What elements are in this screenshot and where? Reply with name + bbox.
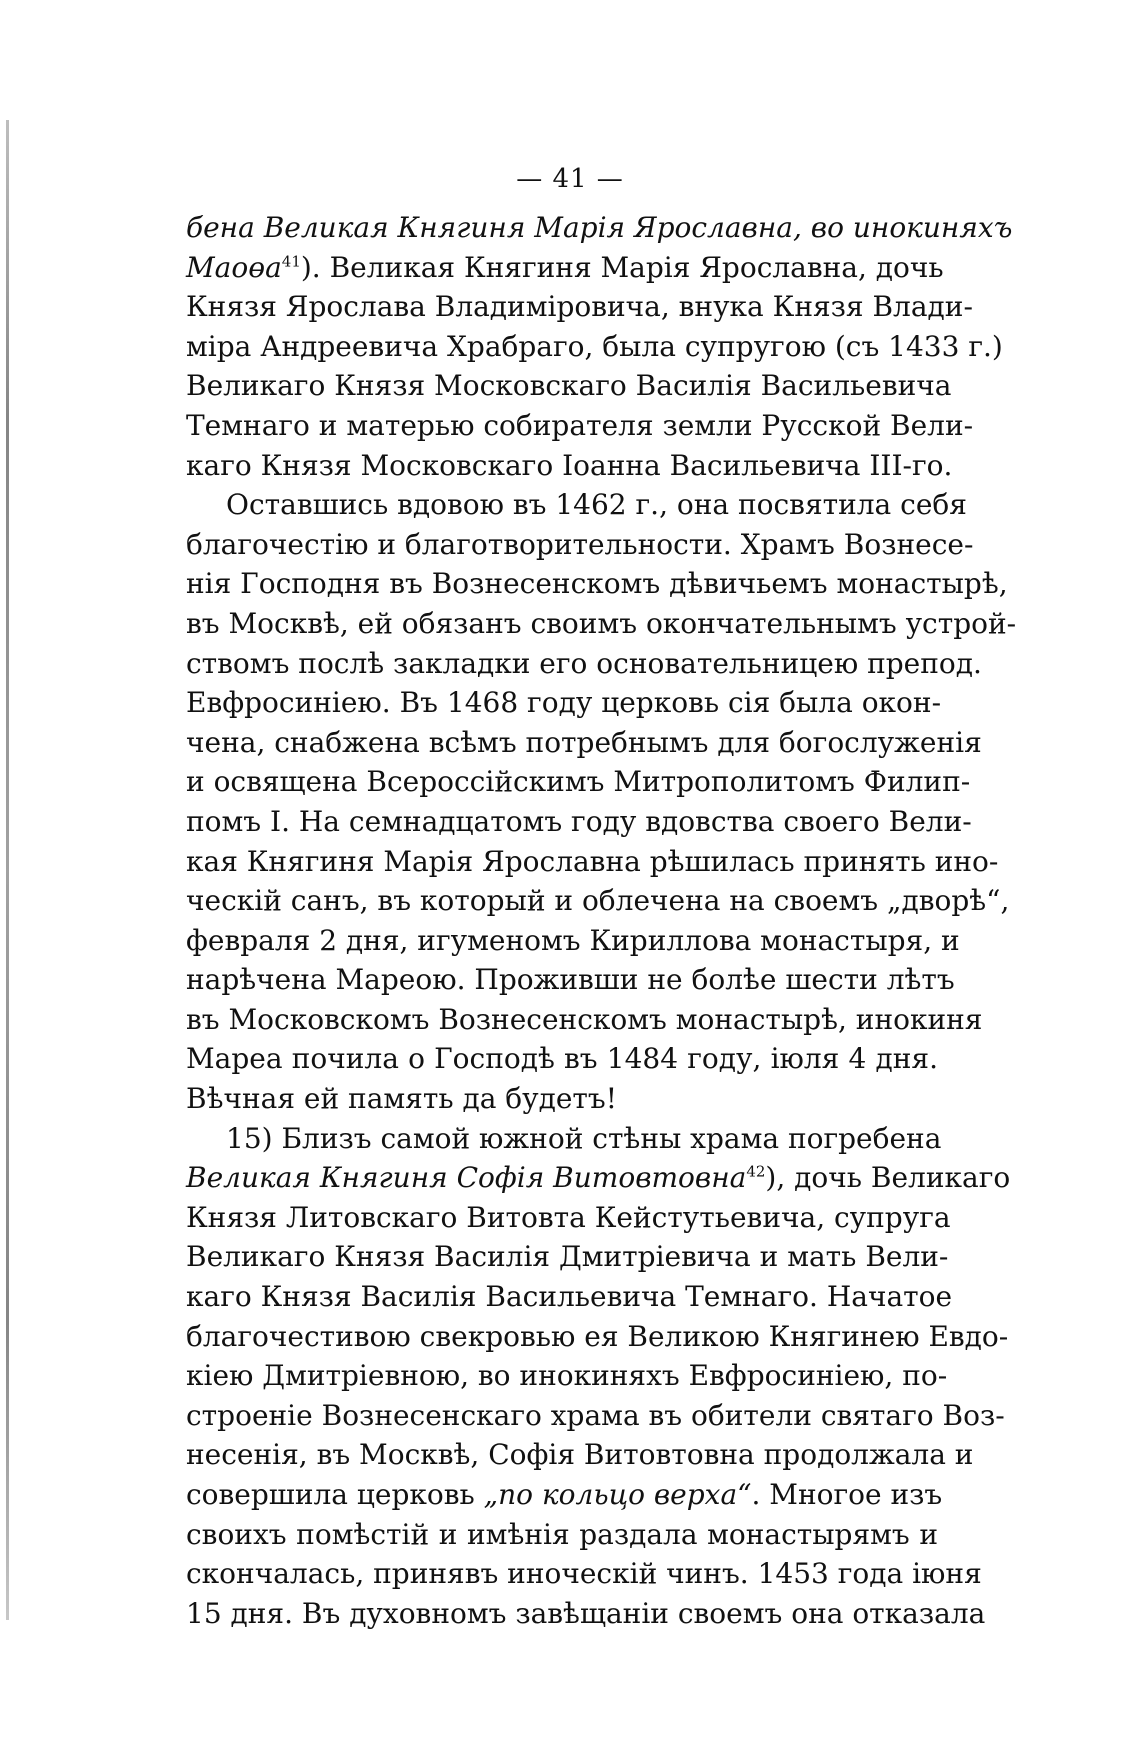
text-line [186,525,974,565]
text-line [186,248,944,288]
body-text [186,208,1017,1633]
text-line [186,1594,986,1634]
text-line [186,802,972,842]
text-segment: нія Господня въ Вознесенскомъ дѣвичьемъ монастырѣ, [186,567,1008,601]
text-line [186,762,971,802]
text-segment: кіею Дмитріевною, во инокиняхъ Евфросиніею, по- [186,1359,948,1393]
text-line [186,1158,1011,1198]
text-line [186,1317,1009,1357]
text-segment: 15) Близъ самой южной стѣны храма погребена [226,1121,942,1155]
text-segment: Темнаго и матерью собирателя земли Русской Вели- [186,408,974,442]
text-line [186,366,952,406]
page-number: — 41 — [516,164,624,194]
text-line [186,1396,1005,1436]
text-segment: Князя Литовскаго Витовта Кейстутьевича, супруга [186,1200,951,1234]
text-line [186,564,1008,604]
text-segment: Великаго Князя Василія Дмитріевича и мать Вели- [186,1240,949,1274]
text-segment: міра Андреевича Храбраго, была супругою (съ 1433 г.) [186,329,1003,363]
text-line [186,1198,951,1238]
text-segment: совершила церковь [186,1478,484,1511]
text-segment: несенія, въ Москвѣ, Софія Витовтовна продолжала и [186,1438,974,1472]
text-segment: Мареа почила о Господѣ въ 1484 году, іюля 4 дня. [186,1042,938,1076]
text-line [186,723,982,763]
text-line [186,287,973,327]
text-segment: кая Княгиня Марія Ярославна рѣшилась принять ино- [186,844,999,878]
text-line [186,1554,982,1594]
text-segment: каго Князя Василія Васильевича Темнаго. Начатое [186,1280,953,1314]
text-line [186,406,974,446]
footnote-ref: 41 [281,252,301,271]
text-segment: бена Великая Княгиня Марія Ярославна, во инокиняхъ [186,211,1013,244]
text-segment: Великаго Князя Московскаго Василія Васильевича [186,369,952,403]
text-segment: благочестію и благотворительности. Храмъ Вознесе- [186,527,974,561]
text-segment: Князя Ярослава Владиміровича, внука Князя Влади- [186,290,973,324]
text-line [186,485,967,525]
text-line [186,1277,953,1317]
text-line [186,644,982,684]
text-line [186,208,1013,248]
text-line [186,842,999,882]
text-segment: нарѣчена Мареою. Проживши не болѣе шести лѣтъ [186,963,955,997]
text-segment: ствомъ послѣ закладки его основательницею препод. [186,646,982,680]
text-segment: скончалась, принявъ иноческій чинъ. 1453 года іюня [186,1557,982,1591]
text-line [186,604,1017,644]
text-segment: и освящена Всероссійскимъ Митрополитомъ Филип- [186,765,971,799]
text-line [186,1475,943,1515]
scan-edge-shadow [6,120,9,1620]
text-line [186,1119,942,1159]
text-segment: Вѣчная ей память да будетъ! [186,1082,617,1116]
text-segment: . Многое изъ [751,1478,943,1511]
text-segment: каго Князя Московскаго Іоанна Васильевича III-го. [186,448,953,482]
text-segment: „по кольцо верха“ [483,1478,752,1511]
text-line [186,921,960,961]
text-segment: ), дочь Великаго [765,1161,1011,1195]
text-line [186,327,1003,367]
text-line [186,1079,938,1119]
text-segment: благочестивою свекровью ея Великою Княгинею Евдо- [186,1319,1009,1353]
text-segment: въ Московскомъ Вознесенскомъ монастырѣ, инокиня [186,1002,983,1036]
text-segment: февраля 2 дня, игуменомъ Кириллова монастыря, и [186,923,960,957]
text-line [186,881,1010,921]
text-line [186,1039,938,1079]
text-segment: своихъ помѣстій и имѣнія раздала монастырямъ и [186,1517,938,1551]
text-line [186,1000,983,1040]
text-line [186,1435,974,1475]
text-segment: чена, снабжена всѣмъ потребнымъ для богослуженія [186,725,982,759]
text-segment: строеніе Вознесенскаго храма въ обители святаго Воз- [186,1398,1005,1432]
text-segment: Великая Княгиня Софія Витовтовна [186,1161,747,1195]
text-line [186,1237,949,1277]
text-segment: Маоөа [186,250,282,284]
text-segment: ческій санъ, въ который и облечена на своемъ „дворѣ“, [186,884,1010,918]
text-line [186,1356,948,1396]
text-line [186,446,953,486]
text-segment: помъ I. На семнадцатомъ году вдовства своего Вели- [186,804,972,838]
text-segment: Евфросиніею. Въ 1468 году церковь сія была окон- [186,686,942,720]
text-line [186,1515,938,1555]
text-segment: Оставшись вдовою въ 1462 г., она посвятила себя [226,488,967,522]
text-segment: въ Москвѣ, ей обязанъ своимъ окончательнымъ устрой- [186,606,1017,640]
text-line [186,960,955,1000]
footnote-ref: 42 [746,1162,766,1181]
text-line [186,683,942,723]
text-segment: 15 дня. Въ духовномъ завѣщаніи своемъ она отказала [186,1596,986,1630]
text-segment: ). Великая Княгиня Марія Ярославна, дочь [300,250,944,284]
